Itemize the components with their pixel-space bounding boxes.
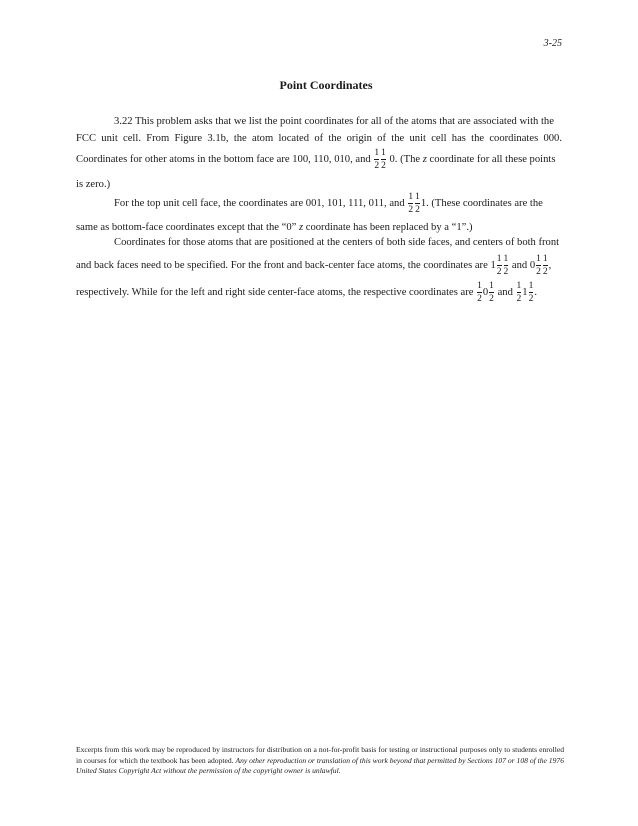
fraction-half: $\frac{1}{2}$ xyxy=(503,254,509,277)
p3-line-3-and: and xyxy=(497,286,513,298)
fraction-half: $\frac{1}{2}$ xyxy=(489,281,494,304)
coord-digit: 1 xyxy=(522,286,528,298)
z-variable: z xyxy=(298,222,304,233)
footer-italic-text: Any other reproduction or translation of this work beyond that permitted by Sections 107 or 108 of the 1976 United States Copyright Act without the permission of the copyright owner is unlawful. xyxy=(76,755,564,775)
p2-line-1-text-a: For the top unit cell face, the coordinates are 001, 101, 111, 011, and xyxy=(114,197,405,209)
z-variable: z xyxy=(422,153,427,165)
p1-line-3-text-c: coordinate for all these points xyxy=(429,153,556,165)
page-number: 3-25 xyxy=(543,38,562,49)
p1-line-3-text-b: 0. (The xyxy=(389,153,421,165)
fraction-half: $\frac{1}{2}$ xyxy=(536,254,541,277)
p1-line-3 xyxy=(76,148,555,171)
coord-digit: 1 xyxy=(490,259,496,271)
fraction-half: $\frac{1}{2}$ xyxy=(374,148,380,171)
fraction-half: $\frac{1}{2}$ xyxy=(408,192,414,215)
fraction-half: $\frac{1}{2}$ xyxy=(516,281,522,304)
period: . xyxy=(534,286,537,298)
p2-line-1-text-b: 1. (These coordinates are the xyxy=(420,197,543,209)
comma: , xyxy=(548,259,552,271)
p3-line-2-and: and xyxy=(511,259,528,271)
p3-line-1: Coordinates for those atoms that are positioned at the centers of both side faces, and centers of both front xyxy=(114,237,560,248)
fraction-half: $\frac{1}{2}$ xyxy=(415,192,420,215)
fraction-half: $\frac{1}{2}$ xyxy=(477,281,482,304)
copyright-footer xyxy=(76,745,564,777)
p3-line-2 xyxy=(76,254,551,277)
section-title: Point Coordinates xyxy=(279,78,373,92)
fraction-half: $\frac{1}{2}$ xyxy=(496,254,502,277)
p3-line-3 xyxy=(76,281,537,304)
fraction-half: $\frac{1}{2}$ xyxy=(528,281,534,304)
footer-text: Excerpts from this work may be reproduced by instructors for distribution on a not-for-profit basis for testing or instructional purposes only to students enrolled in courses for which the textbook has been adopted. xyxy=(76,745,564,765)
p2-line-2-text-b: coordinate has been replaced by a “1”.) xyxy=(305,222,473,233)
p2-line-2-text-a: same as bottom-face coordinates except that the “0” xyxy=(76,222,297,233)
fraction-half: $\frac{1}{2}$ xyxy=(381,148,386,171)
p2-line-1 xyxy=(114,192,543,215)
p1-line-1: 3.22 This problem asks that we list the point coordinates for all of the atoms that are associated with the xyxy=(114,116,554,127)
p1-line-4: is zero.) xyxy=(76,179,111,190)
p2-line-2 xyxy=(76,222,473,234)
p1-line-2: FCC unit cell. From Figure 3.1b, the atom located of the origin of the unit cell has the coordinates 000. xyxy=(76,133,562,144)
p1-line-3-text-a: Coordinates for other atoms in the bottom face are 100, 110, 010, and xyxy=(76,153,371,165)
fraction-half: $\frac{1}{2}$ xyxy=(542,254,548,277)
p3-line-2-text-a: and back faces need to be specified. For the front and back-center face atoms, the coordinates are xyxy=(76,259,488,271)
p3-line-3-text-a: respectively. While for the left and right side center-face atoms, the respective coordinates are xyxy=(76,286,474,298)
coord-digit: 0 xyxy=(529,259,536,271)
coord-digit: 0 xyxy=(482,286,489,298)
